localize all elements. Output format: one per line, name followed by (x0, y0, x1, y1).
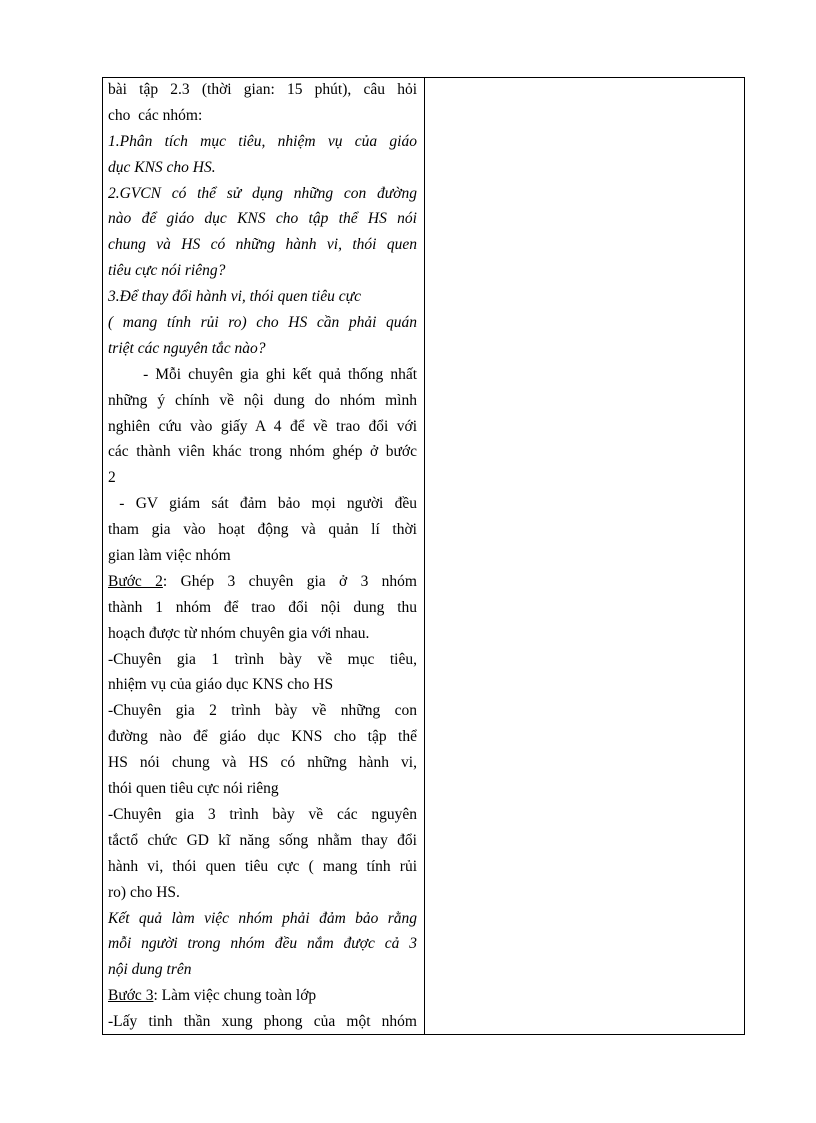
text-line: -Chuyên gia 2 trình bày về những con (108, 702, 417, 720)
text-line: triệt các nguyên tắc nào? (108, 339, 266, 357)
text-line: gian làm việc nhóm (108, 547, 231, 565)
step-heading: Bước 3 (108, 987, 154, 1005)
text-line: 3.Để thay đổi hành vi, thói quen tiêu cực (108, 288, 361, 306)
text-line: những ý chính về nội dung do nhóm mình (108, 391, 417, 409)
text-line: nhiệm vụ của giáo dục KNS cho HS (108, 676, 334, 694)
text-line: -Chuyên gia 3 trình bày về các nguyên (108, 805, 417, 823)
text-line: thói quen tiêu cực nói riêng (108, 780, 279, 798)
text-line: tham gia vào hoạt động và quản lí thời (108, 521, 417, 539)
text-line: 1.Phân tích mục tiêu, nhiệm vụ của giáo (108, 132, 417, 150)
text-line: nghiên cứu vào giấy A 4 để về trao đổi với (108, 417, 417, 435)
text-line: tắctổ chức GD kĩ năng sống nhằm thay đổi (108, 831, 417, 849)
text-line: ( mang tính rủi ro) cho HS cần phải quán (108, 314, 417, 332)
text-line: tiêu cực nói riêng? (108, 262, 226, 280)
text-line: bài tập 2.3 (thời gian: 15 phút), câu hỏi (108, 81, 417, 98)
left-column-cell (108, 77, 417, 1035)
text-line: ro) cho HS. (108, 883, 180, 901)
text-line: mỗi người trong nhóm đều nắm được cả 3 (108, 935, 417, 953)
text-line: chung và HS có những hành vi, thói quen (108, 236, 417, 254)
text-line (108, 569, 417, 595)
right-column-cell (425, 78, 744, 1034)
text-line: - Mỗi chuyên gia ghi kết quả thống nhất (108, 365, 418, 383)
text-line: Kết quả làm việc nhóm phải đảm bảo rằng (108, 909, 417, 927)
text-line: - GV giám sát đảm bảo mọi người đều (108, 495, 418, 513)
text-line: các thành viên khác trong nhóm ghép ở bước (108, 443, 417, 461)
text-line: 2 (108, 469, 116, 487)
text-line: nào để giáo dục KNS cho tập thể HS nói (108, 210, 417, 228)
text-line: 2.GVCN có thể sử dụng những con đường (108, 184, 417, 202)
text-line: -Lấy tinh thần xung phong của một nhóm (108, 1013, 417, 1031)
text-line: cho các nhóm: (108, 106, 203, 124)
text-line: hành vi, thói quen tiêu cực ( mang tính rủi (108, 857, 417, 875)
text-line: HS nói chung và HS có những hành vi, (108, 754, 417, 772)
text-line: đường nào để giáo dục KNS cho tập thể (108, 728, 417, 746)
text-line: dục KNS cho HS. (108, 158, 216, 176)
text-line: thành 1 nhóm để trao đổi nội dung thu (108, 598, 417, 616)
step-heading: Bước 2 (108, 572, 163, 590)
text-line: -Chuyên gia 1 trình bày về mục tiêu, (108, 650, 417, 668)
step-text: : Ghép 3 chuyên gia ở 3 nhóm (162, 572, 417, 590)
text-line: hoạch được từ nhóm chuyên gia với nhau. (108, 624, 370, 642)
step-text: : Làm việc chung toàn lớp (153, 987, 317, 1005)
text-line: nội dung trên (108, 961, 192, 979)
text-line (108, 983, 417, 1009)
